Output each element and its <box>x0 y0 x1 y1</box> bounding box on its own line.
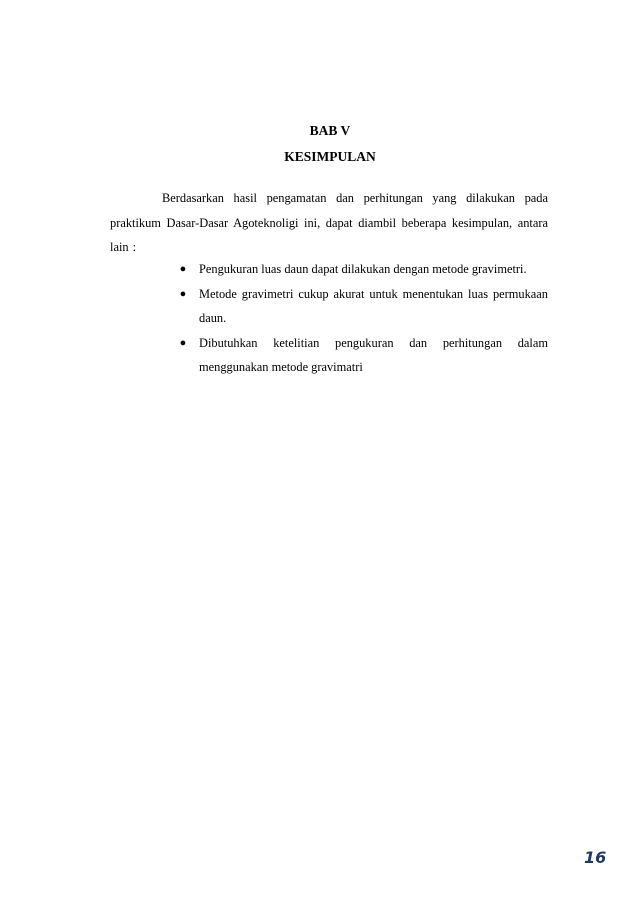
list-item <box>176 282 548 331</box>
intro-paragraph: Berdasarkan hasil pengamatan dan perhitungan yang dilakukan pada praktikum Dasar-Dasar Agoteknoligi ini, dapat diambil beberapa kesimpulan, antara lain : <box>110 191 548 254</box>
list-item <box>176 331 548 380</box>
conclusion-list <box>176 257 548 380</box>
list-item-text: Dibutuhkan ketelitian pengukuran dan perhitungan dalam menggunakan metode gravimatri <box>199 335 548 374</box>
chapter-title: KESIMPULAN <box>284 149 376 164</box>
bullet-icon: ● <box>179 263 187 275</box>
bullet-icon: ● <box>179 287 187 300</box>
list-item-text: Metode gravimetri cukup akurat untuk menentukan luas permukaan daun. <box>199 286 548 325</box>
list-item-text: Pengukuran luas daun dapat dilakukan dengan metode gravimetri. <box>199 262 527 276</box>
chapter-label: BAB V <box>309 123 351 138</box>
page-number: 16 <box>584 848 607 867</box>
list-item <box>176 257 548 282</box>
bullet-icon: ● <box>179 336 187 349</box>
